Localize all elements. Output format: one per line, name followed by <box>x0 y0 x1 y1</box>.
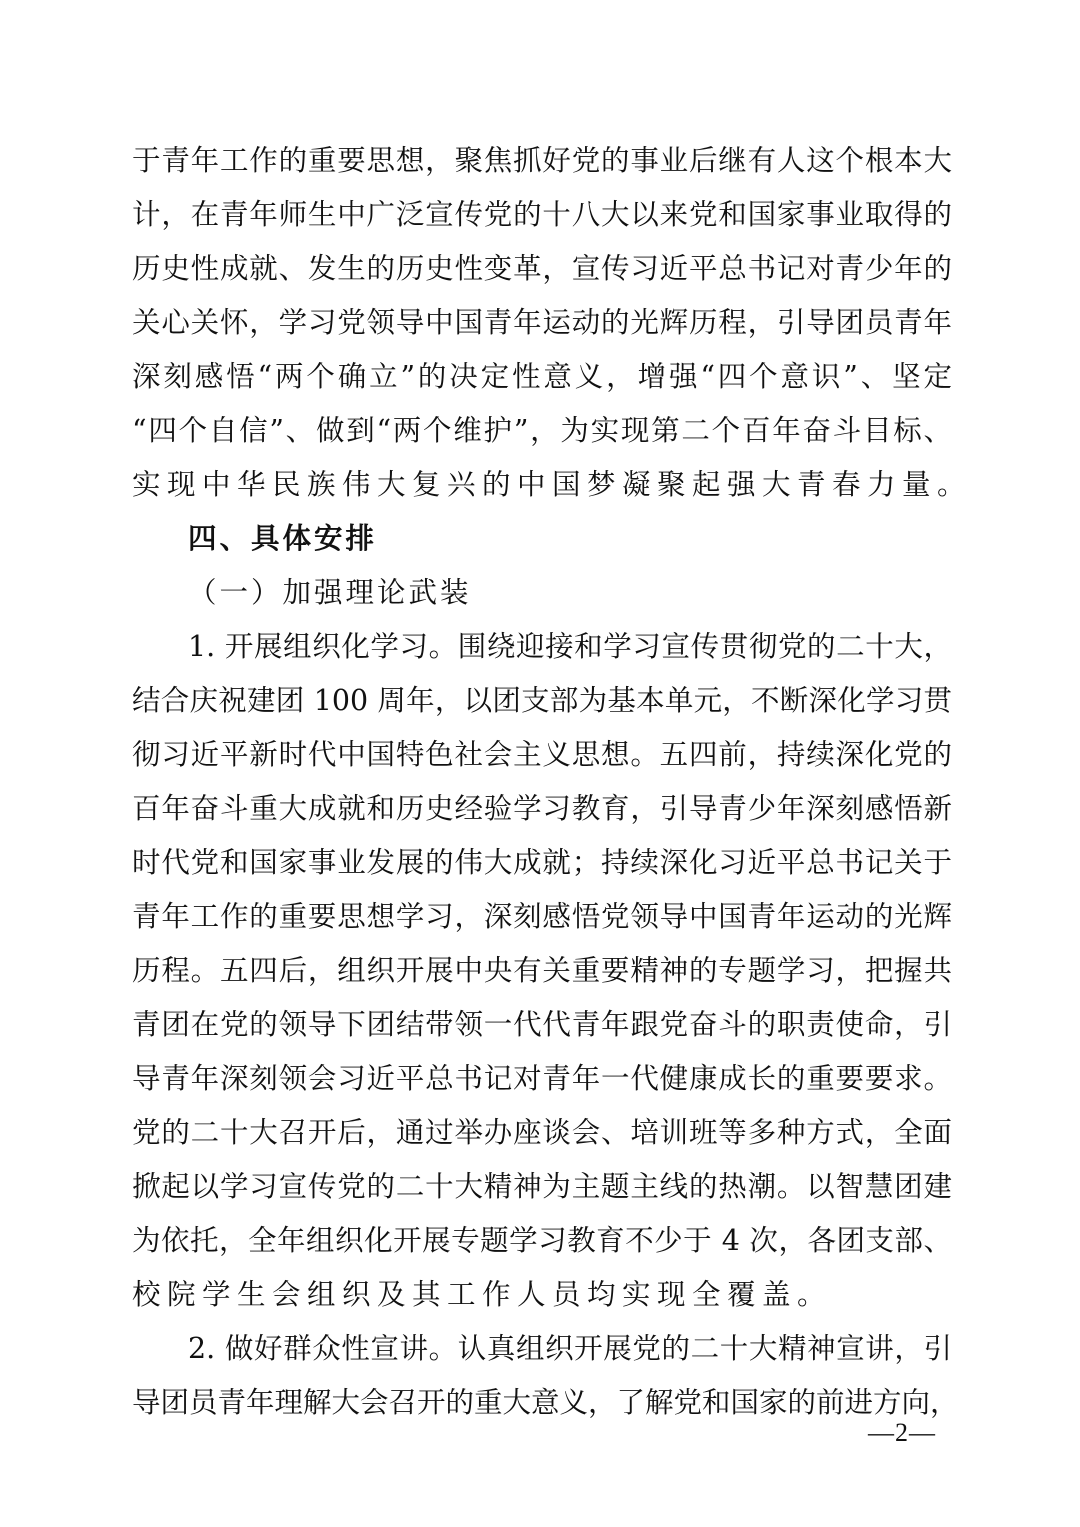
subsection-heading: （一）加强理论武装 <box>188 576 472 609</box>
text-line: 百年奋斗重大成就和历史经验学习教育，引导青少年深刻感悟新 <box>132 792 952 825</box>
text-line: 于青年工作的重要思想，聚焦抓好党的事业后继有人这个根本大 <box>132 144 952 177</box>
text-line: 导团员青年理解大会召开的重大意义，了解党和国家的前进方向， <box>132 1386 959 1419</box>
text-line: 历程。五四后，组织开展中央有关重要精神的专题学习，把握共 <box>132 954 952 987</box>
text-line: 实现中华民族伟大复兴的中国梦凝聚起强大青春力量。 <box>132 468 973 501</box>
text-line: 青团在党的领导下团结带领一代代青年跟党奋斗的职责使命，引 <box>132 1008 952 1041</box>
text-line: 校院学生会组织及其工作人员均实现全覆盖。 <box>132 1278 833 1311</box>
text-line: 导青年深刻领会习近平总书记对青年一代健康成长的重要要求。 <box>132 1062 952 1095</box>
body-text <box>132 134 973 1430</box>
text-line: 青年工作的重要思想学习，深刻感悟党领导中国青年运动的光辉 <box>132 900 952 933</box>
page-number: —2— <box>868 1418 936 1447</box>
text-line: 关心关怀，学习党领导中国青年运动的光辉历程，引导团员青年 <box>132 306 952 339</box>
text-line: 时代党和国家事业发展的伟大成就；持续深化习近平总书记关于 <box>132 846 952 879</box>
text-line: 为依托，全年组织化开展专题学习教育不少于 4 次，各团支部、 <box>132 1224 952 1257</box>
text-line: “四个自信”、做到“两个维护”，为实现第二个百年奋斗目标、 <box>132 414 952 447</box>
text-line: 深刻感悟“两个确立”的决定性意义，增强“四个意识”、坚定 <box>132 360 952 393</box>
text-line: 结合庆祝建团 100 周年，以团支部为基本单元，不断深化学习贯 <box>132 684 952 717</box>
section-heading: 四、具体安排 <box>188 522 378 555</box>
text-line: 1. 开展组织化学习。围绕迎接和学习宣传贯彻党的二十大， <box>188 630 952 663</box>
text-line: 党的二十大召开后，通过举办座谈会、培训班等多种方式，全面 <box>132 1116 952 1149</box>
text-line: 掀起以学习宣传党的二十大精神为主题主线的热潮。以智慧团建 <box>132 1170 952 1203</box>
text-line: 历史性成就、发生的历史性变革，宣传习近平总书记对青少年的 <box>132 252 952 285</box>
text-line: 2. 做好群众性宣讲。认真组织开展党的二十大精神宣讲，引 <box>188 1332 952 1365</box>
text-line: 计，在青年师生中广泛宣传党的十八大以来党和国家事业取得的 <box>132 198 952 231</box>
text-line: 彻习近平新时代中国特色社会主义思想。五四前，持续深化党的 <box>132 738 952 771</box>
